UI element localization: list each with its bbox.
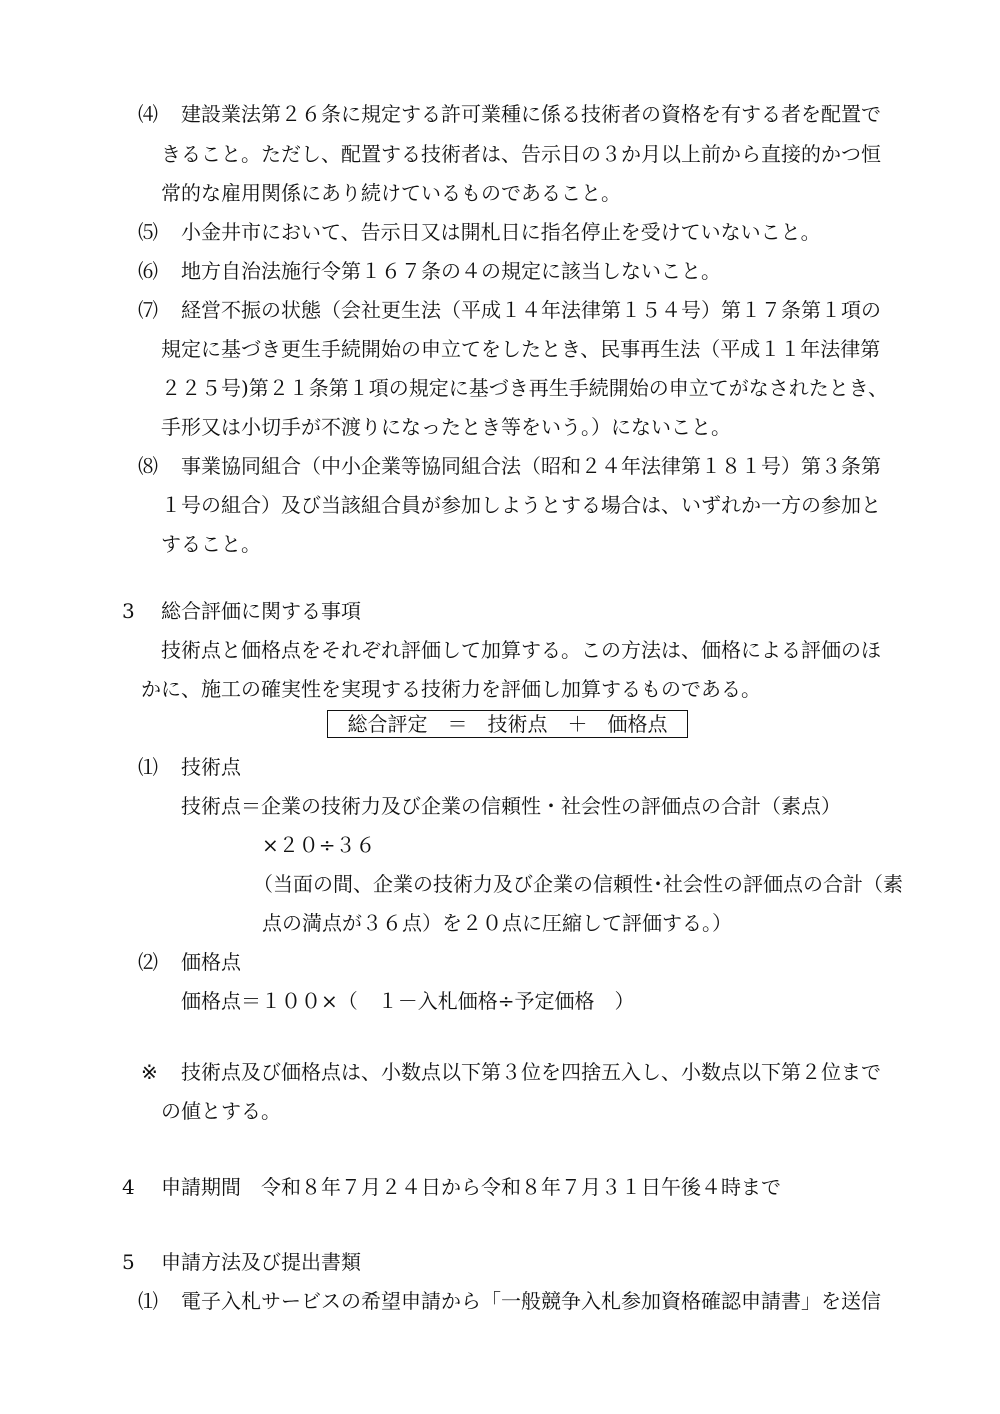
tech-score-marker: ⑴ [138, 755, 158, 779]
item-5-marker: ⑸ [138, 220, 158, 244]
section-3-heading: 総合評価に関する事項 [161, 599, 361, 623]
rounding-note-marker: ※ [141, 1060, 158, 1084]
item-7-line-3: ２２５号)第２１条第１項の規定に基づき再生手続開始の申立てがなされたとき、 [161, 376, 889, 400]
item-5-line-1: 小金井市において、告示日又は開札日に指名停止を受けていないこと。 [181, 220, 821, 244]
item-7-line-4: 手形又は小切手が不渡りになったとき等をいう。）にないこと。 [161, 415, 731, 439]
tech-score-note-line-2: 点の満点が３６点）を２０点に圧縮して評価する。） [262, 911, 732, 935]
rounding-note-line-1: 技術点及び価格点は、小数点以下第３位を四捨五入し、小数点以下第２位まで [181, 1060, 881, 1084]
item-4-line-2: きること。ただし、配置する技術者は、告示日の３か月以上前から直接的かつ恒 [161, 142, 881, 166]
rounding-note-line-2: の値とする。 [161, 1099, 281, 1123]
overall-evaluation-formula-box: 総合評定 ＝ 技術点 ＋ 価格点 [327, 710, 688, 738]
tech-score-label: 技術点 [181, 755, 241, 779]
item-4-line-3: 常的な雇用関係にあり続けているものであること。 [161, 181, 621, 205]
section-4-number: 4 [122, 1175, 135, 1199]
item-8-line-2: １号の組合）及び当該組合員が参加しようとする場合は、いずれか一方の参加と [161, 493, 881, 517]
item-7-marker: ⑺ [138, 298, 158, 322]
section-5-heading: 申請方法及び提出書類 [161, 1250, 361, 1274]
tech-score-formula-line-2: ×２０÷３６ [262, 833, 376, 857]
application-period: 申請期間 令和８年７月２４日から令和８年７月３１日午後４時まで [161, 1175, 781, 1199]
item-8-marker: ⑻ [138, 454, 158, 478]
tech-score-formula-line-1: 技術点＝企業の技術力及び企業の信頼性・社会性の評価点の合計（素点） [181, 794, 841, 818]
item-6-line-1: 地方自治法施行令第１６７条の４の規定に該当しないこと。 [181, 259, 721, 283]
section-5-number: 5 [122, 1250, 135, 1274]
price-score-label: 価格点 [181, 950, 241, 974]
tech-score-note-line-1: （当面の間、企業の技術力及び企業の信頼性･社会性の評価点の合計（素 [253, 872, 903, 896]
item-8-line-3: すること。 [161, 532, 261, 556]
section-3-intro-line-1: 技術点と価格点をそれぞれ評価して加算する。この方法は、価格による評価のほ [161, 638, 881, 662]
price-score-formula: 価格点＝１００×（ １－入札価格÷予定価格 ） [181, 989, 635, 1013]
section-3-number: 3 [122, 599, 135, 623]
item-7-line-1: 経営不振の状態（会社更生法（平成１４年法律第１５４号）第１７条第１項の [181, 298, 881, 322]
section-3-intro-line-2: かに、施工の確実性を実現する技術力を評価し加算するものである。 [141, 677, 761, 701]
item-7-line-2: 規定に基づき更生手続開始の申立てをしたとき、民事再生法（平成１１年法律第 [161, 337, 881, 361]
item-4-marker: ⑷ [138, 102, 158, 126]
price-score-marker: ⑵ [138, 950, 158, 974]
section-5-item-1-marker: ⑴ [138, 1289, 158, 1313]
section-5-item-1-text: 電子入札サービスの希望申請から「一般競争入札参加資格確認申請書」を送信 [181, 1289, 881, 1313]
item-8-line-1: 事業協同組合（中小企業等協同組合法（昭和２４年法律第１８１号）第３条第 [181, 454, 881, 478]
item-4-line-1: 建設業法第２６条に規定する許可業種に係る技術者の資格を有する者を配置で [181, 102, 881, 126]
item-6-marker: ⑹ [138, 259, 158, 283]
